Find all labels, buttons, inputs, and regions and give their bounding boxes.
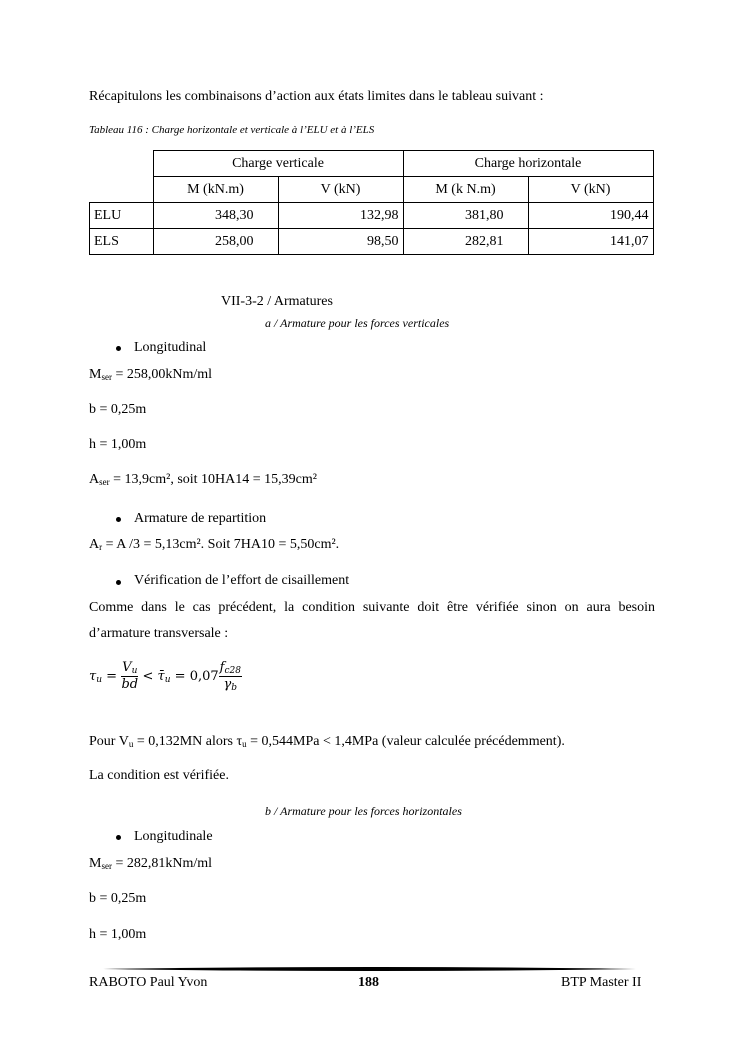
condition-ok-text: La condition est vérifiée. <box>89 768 229 783</box>
m-ser-a: $M_{ser} = 258,00kNm/ml$ <box>89 367 213 382</box>
row-label: ELU <box>90 203 154 229</box>
loads-table <box>89 150 654 255</box>
table-cell: 141,07 <box>528 229 653 255</box>
subsection-b-title: b / Armature pour les forces horizontales <box>265 804 462 818</box>
table-cell: 190,44 <box>528 203 653 229</box>
b-value-b: b = 0,25m <box>89 891 147 906</box>
bullet-icon <box>116 346 121 351</box>
pour-vu-text: Pour $V_u = 0,132MN$ alors $\tau_u = 0,544MPa < 1,4MPa$ (valeur calculée précédemment). <box>89 734 565 749</box>
h-value-a: h = 1,00m <box>89 437 147 452</box>
a-ser: $A_{ser} = 13,9cm^2$, soit 10HA14 = 15,39cm² <box>89 472 317 487</box>
table-cell: 348,30 <box>153 203 278 229</box>
header-charge-verticale: Charge verticale <box>153 151 403 177</box>
a-r: $A_r = A$ /3 = 5,13cm². Soit 7HA10 = 5,50cm². <box>89 537 340 552</box>
bullet-icon <box>116 835 121 840</box>
fraction-vu-bd: $\frac{V_u}{bd}$ <box>121 660 139 692</box>
footer-author: RABOTO Paul Yvon <box>89 975 208 990</box>
subsection-a-title: a / Armature pour les forces verticales <box>265 316 450 330</box>
para-cisaillement-line2: d’armature transversale : <box>89 626 229 641</box>
intro-text: Récapitulons les combinaisons d’action aux états limites dans le tableau suivant : <box>89 89 544 104</box>
table-cell: 258,00 <box>153 229 278 255</box>
m-ser-b: $M_{ser} = 282,81kNm/ml$ <box>89 856 213 871</box>
shear-formula: $\tau_u$ = $\frac{V_u}{bd}$ < $\taū_u = 0,07$ $\frac{f_{c28}}{\gamma_b}$ <box>89 660 241 693</box>
section-title: VII-3-2 / Armatures <box>221 294 333 309</box>
bullet-cisaillement: Vérification de l’effort de cisaillement <box>134 573 350 588</box>
header-charge-horizontale: Charge horizontale <box>403 151 653 177</box>
footer-course: BTP Master II <box>561 975 642 990</box>
table-cell: 132,98 <box>278 203 403 229</box>
footer-page-number: 188 <box>358 975 379 990</box>
bullet-icon <box>116 517 121 522</box>
col-header: V (kN) <box>278 177 403 203</box>
row-label: ELS <box>90 229 154 255</box>
table-cell: 98,50 <box>278 229 403 255</box>
col-header: M (k N.m) <box>403 177 528 203</box>
bullet-longitudinal: Longitudinal <box>134 340 207 355</box>
table-row <box>90 203 654 229</box>
bullet-repartition: Armature de repartition <box>134 511 267 526</box>
col-header: V (kN) <box>528 177 653 203</box>
col-header: M (kN.m) <box>153 177 278 203</box>
h-value-b: h = 1,00m <box>89 927 147 942</box>
table-header-row <box>90 177 654 203</box>
table-cell: 282,81 <box>403 229 528 255</box>
table-caption: Tableau 116 : Charge horizontale et verticale à l’ELU et à l’ELS <box>89 124 375 136</box>
para-cisaillement-line1: Comme dans le cas précédent, la condition suivante doit être vérifiée sinon on aura besoin <box>89 600 655 615</box>
b-value-a: b = 0,25m <box>89 402 147 417</box>
table-group-header-row <box>90 151 654 177</box>
table-row <box>90 229 654 255</box>
bullet-icon <box>116 580 121 585</box>
table-cell: 381,80 <box>403 203 528 229</box>
fraction-fc28-gammab: $\frac{f_{c28}}{\gamma_b}$ <box>219 660 241 693</box>
bullet-longitudinale: Longitudinale <box>134 829 213 844</box>
footer-divider <box>103 966 639 972</box>
